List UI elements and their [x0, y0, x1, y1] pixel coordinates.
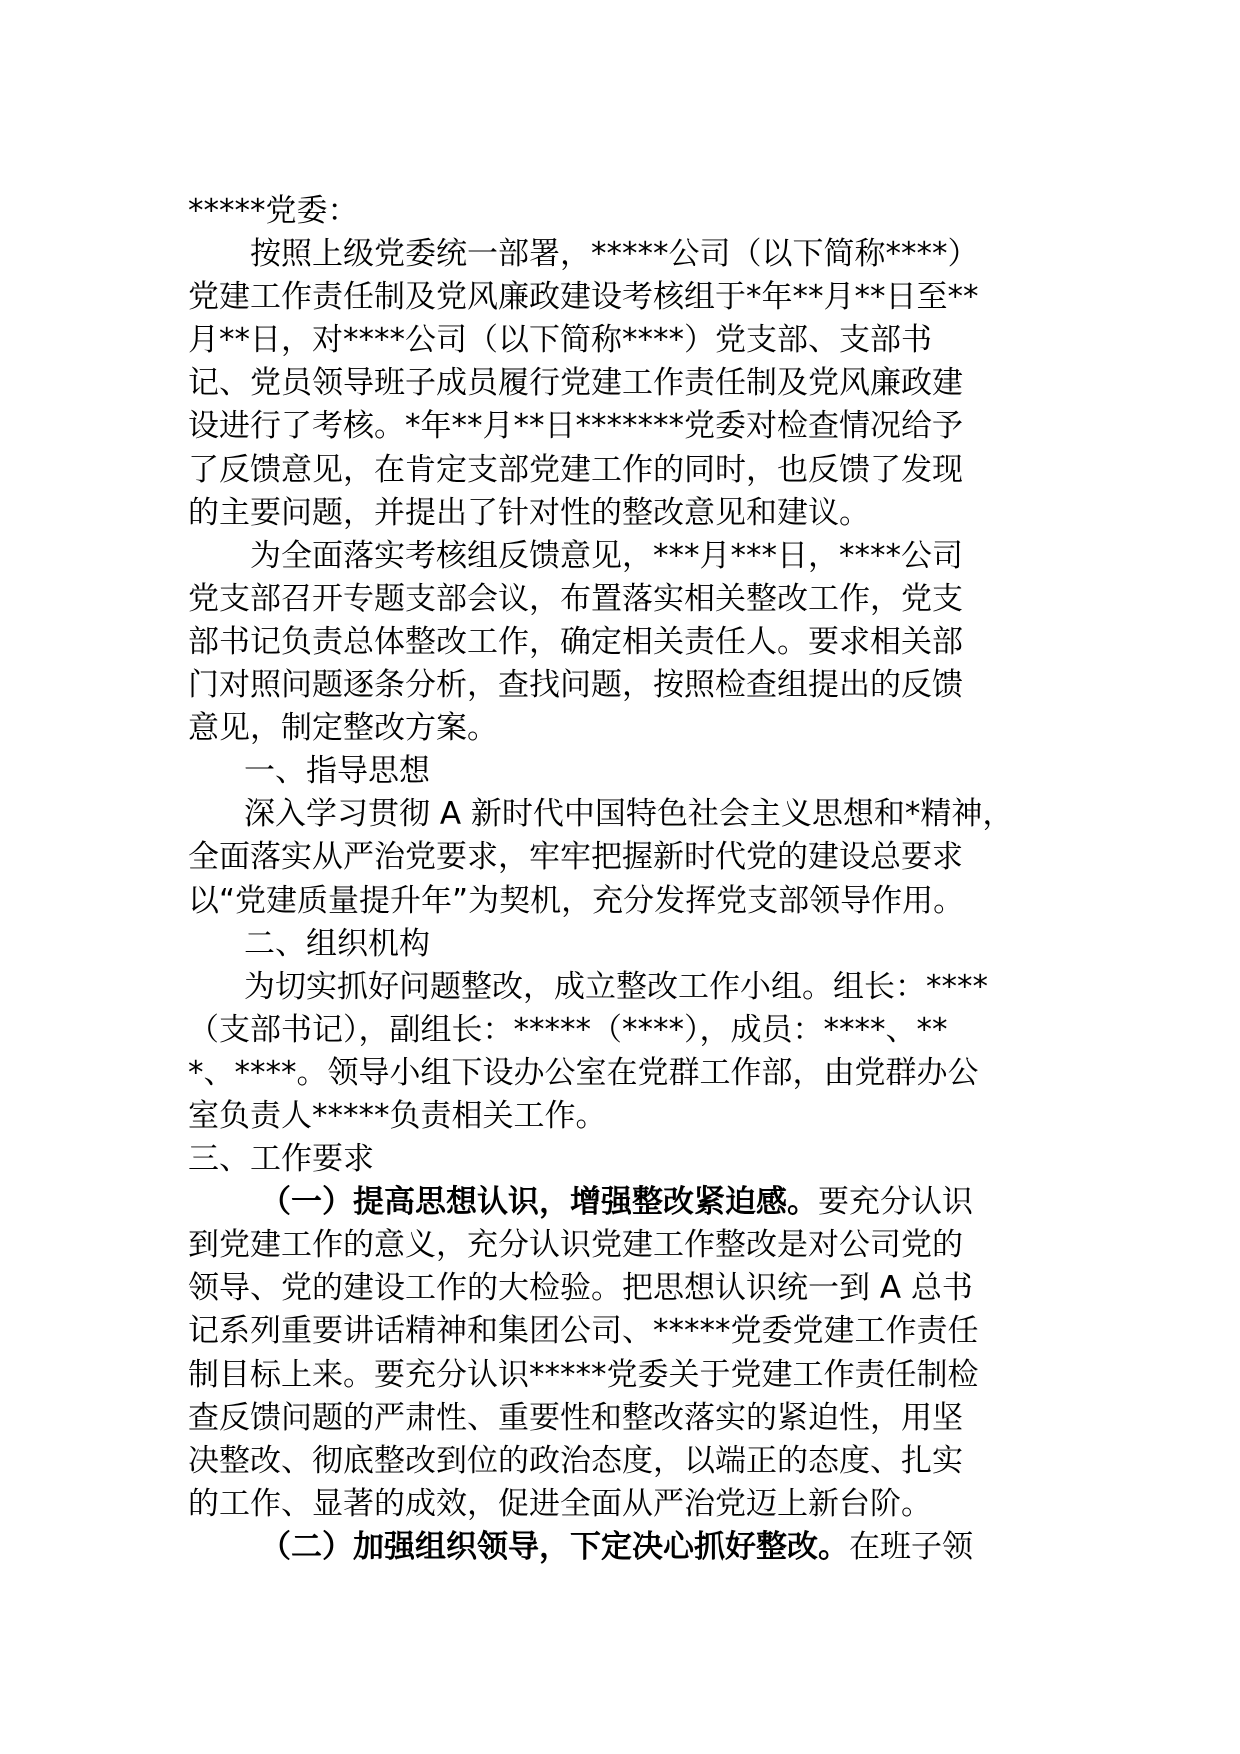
text-line — [188, 1138, 1060, 1181]
body-text: 意见，制定整改方案。 — [188, 710, 498, 747]
text-line — [188, 621, 1060, 664]
text-line — [188, 836, 1060, 879]
document-body — [188, 190, 1060, 1569]
text-line — [188, 449, 1060, 492]
text-line — [188, 750, 1060, 793]
text-line — [188, 405, 1060, 448]
text-line — [188, 1526, 1060, 1569]
body-text: 到党建工作的意义，充分认识党建工作整改是对公司党的 — [188, 1227, 963, 1264]
text-line — [188, 793, 1060, 836]
text-line — [188, 707, 1060, 750]
body-text: 领导、党的建设工作的大检验。把思想认识统一到 A 总书 — [188, 1270, 973, 1307]
body-text: 部书记负责总体整改工作，确定相关责任人。要求相关部 — [188, 623, 963, 660]
body-text: 查反馈问题的严肃性、重要性和整改落实的紧迫性，用坚 — [188, 1399, 963, 1436]
text-line — [188, 1397, 1060, 1440]
body-text: 二、组织机构 — [244, 925, 430, 962]
text-line — [188, 233, 1060, 276]
body-text: 三、工作要求 — [188, 1141, 374, 1178]
section-heading-text: （一）提高思想认识，增强整改紧迫感。 — [260, 1184, 818, 1221]
body-text: 设进行了考核。*年**月**日*******党委对检查情况给予 — [188, 408, 963, 445]
body-text: 要充分认识 — [818, 1184, 973, 1221]
text-line — [188, 880, 1060, 923]
text-line — [188, 1052, 1060, 1095]
body-text: 全面落实从严治党要求，牢牢把握新时代党的建设总要求 — [188, 839, 963, 876]
text-line — [188, 1009, 1060, 1052]
text-line — [188, 362, 1060, 405]
text-line — [188, 1181, 1060, 1224]
text-line — [188, 1310, 1060, 1353]
body-text: *、****。领导小组下设办公室在党群工作部，由党群办公 — [188, 1054, 979, 1091]
body-text: 记、党员领导班子成员履行党建工作责任制及党风廉政建 — [188, 365, 963, 402]
text-line — [188, 1224, 1060, 1267]
text-line — [188, 966, 1060, 1009]
body-text: 了反馈意见，在肯定支部党建工作的同时，也反馈了发现 — [188, 451, 963, 488]
text-line — [188, 664, 1060, 707]
body-text: 按照上级党委统一部署，*****公司（以下简称****） — [250, 236, 979, 273]
text-line — [188, 1095, 1060, 1138]
body-text: 一、指导思想 — [244, 753, 430, 790]
body-text: 党支部召开专题支部会议，布置落实相关整改工作，党支 — [188, 580, 963, 617]
body-text: 为切实抓好问题整改，成立整改工作小组。组长：**** — [244, 968, 988, 1005]
body-text: 深入学习贯彻 A 新时代中国特色社会主义思想和*精神， — [244, 796, 1014, 833]
section-heading-text: （二）加强组织领导，下定决心抓好整改。 — [260, 1528, 849, 1565]
text-line — [188, 1267, 1060, 1310]
text-line — [188, 492, 1060, 535]
body-text: 为全面落实考核组反馈意见，***月***日，****公司 — [250, 537, 963, 574]
body-text: *****党委： — [188, 193, 359, 229]
body-text: 室负责人*****负责相关工作。 — [188, 1097, 607, 1134]
text-line — [188, 190, 1060, 233]
text-line — [188, 578, 1060, 621]
body-text: （支部书记），副组长：*****（****），成员：****、** — [188, 1011, 948, 1048]
body-text: 决整改、彻底整改到位的政治态度，以端正的态度、扎实 — [188, 1442, 963, 1479]
body-text: 制目标上来。要充分认识*****党委关于党建工作责任制检 — [188, 1356, 979, 1393]
body-text: 的主要问题，并提出了针对性的整改意见和建议。 — [188, 494, 870, 531]
text-line — [188, 923, 1060, 966]
text-line — [188, 276, 1060, 319]
body-text: 党建工作责任制及党风廉政建设考核组于*年**月**日至** — [188, 279, 979, 316]
body-text: 记系列重要讲话精神和集团公司、*****党委党建工作责任 — [188, 1313, 979, 1350]
text-line — [188, 319, 1060, 362]
body-text: 的工作、显著的成效，促进全面从严治党迈上新台阶。 — [188, 1485, 932, 1522]
text-line — [188, 1483, 1060, 1526]
text-line — [188, 1354, 1060, 1397]
body-text: 门对照问题逐条分析，查找问题，按照检查组提出的反馈 — [188, 667, 963, 704]
text-line — [188, 535, 1060, 578]
body-text: 月**日，对****公司（以下简称****）党支部、支部书 — [188, 322, 932, 359]
body-text: 以“党建质量提升年”为契机，充分发挥党支部领导作用。 — [188, 882, 965, 919]
body-text: 在班子领 — [849, 1528, 973, 1565]
text-line — [188, 1440, 1060, 1483]
